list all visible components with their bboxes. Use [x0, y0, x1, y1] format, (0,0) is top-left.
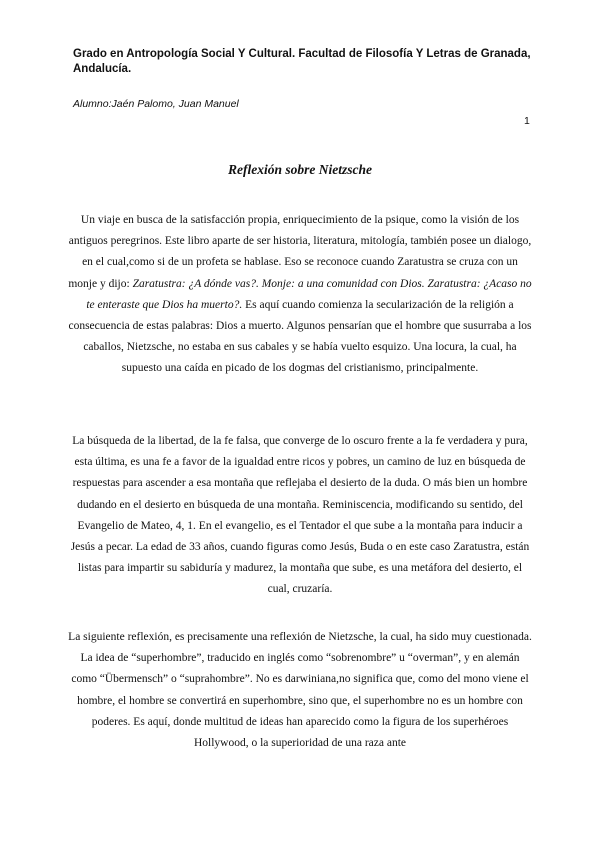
page-number: 1: [524, 115, 530, 127]
paragraph-2: La búsqueda de la libertad, de la fe falsa, que converge de lo oscuro frente a la fe verdadera y pura, esta última, es una fe a favor de la igualdad entre ricos y pobres, un camino de luz en búsqueda de respuestas para ascender a esa montaña que reflejaba el desierto de la duda. O más bien un hombre dudando en el desierto en búsqueda de una montaña. Reminiscencia, modificando su sentido, del Evangelio de Mateo, 4, 1. En el evangelio, es el Tentador el que sube a la montaña para inducir a Jesús a pecar. La edad de 33 años, cuando figuras como Jesús, Buda o en este caso Zaratustra, están listas para impartir su sabiduría y madurez, la montaña que sube, es una metáfora del desierto, el cual, cruzaría.: [70, 435, 530, 596]
document-title: Reflexión sobre Nietzsche: [228, 162, 372, 177]
paragraph-1-text-a: Un viaje en busca de la satisfacción propia, enriquecimiento de la psique, como la visión de los antiguos peregrinos. Este libro aparte de ser historia, literatura, mitología, también posee un dialogo, en el cual,como si de un profeta se hablase. Eso se reconoce cuando Zaratustra se cruza con un monje y dijo:: [68, 214, 532, 290]
paragraph-1: [68, 210, 532, 380]
institution-header: Grado en Antropología Social Y Cultural. Facultad de Filosofía Y Letras de Granada, Andalucía.: [73, 48, 531, 75]
paragraph-1-text-b: Es aquí cuando comienza la secularización de la religión a consecuencia de estas palabras: Dios a muerto. Algunos pensarían que el hombre que susurraba a los caballos, Nietzsche, no estaba en sus cabales y se había vuelto esquizo. Una locura, la cual, ha supuesto una caída en picado de los dogmas del cristianismo, principalmente.: [68, 298, 532, 375]
paragraph-3: La siguiente reflexión, es precisamente una reflexión de Nietzsche, la cual, ha sido muy cuestionada. La idea de “superhombre”, traducido en inglés como “sobrenombre” u “overman”, y en alemán como “Übermensch” o “suprahombre”. No es darwiniana,no significa que, como del mono viene el hombre, el hombre se convertirá en superhombre, sino que, el superhombre no es un hombre con poderes. Es aquí, donde multitud de ideas han aparecido como la figura de los superhéroes Hollywood, o la superioridad de una raza ante: [68, 631, 532, 750]
dialogue-quote: Zaratustra: ¿A dónde vas?. Monje: a una comunidad con Dios. Zaratustra: ¿Acaso no te enteraste que Dios ha muerto?.: [86, 277, 532, 311]
author-line: Alumno:Jaén Palomo, Juan Manuel: [73, 98, 239, 110]
